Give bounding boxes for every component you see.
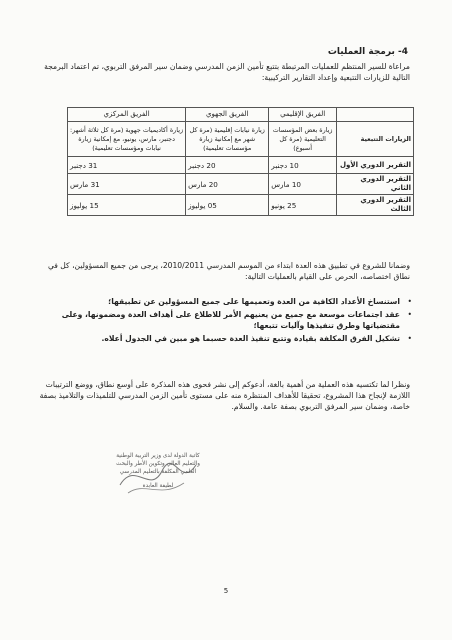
visit-provincial: زيارة بعض المؤسسات التعليمية (مرة كل أسبوع) [269, 122, 337, 157]
bullet-icon: • [407, 297, 412, 306]
visit-central: زيارة أكاديميات جهوية (مرة كل ثلاثة أشهر: دجنبر، مارس، يونيو، مع إمكانية زيارة نيابات ومؤسسات تعليمية) [68, 122, 186, 157]
column-header-provincial: الفريق الإقليمي [269, 108, 337, 122]
list-item-text: عقد اجتماعات موسعة مع جميع من يعنيهم الأمر للاطلاع على أهداف العدة ومضمونها، وعلى مقتضياتها وطرق تنفيذها وآليات تتبعها؛ [61, 310, 400, 330]
visit-regional: زيارة نيابات إقليمية (مرة كل شهر مع إمكانية زيارة مؤسسات تعليمية) [186, 122, 269, 157]
table-row [68, 157, 414, 174]
table-cell: 31 دجنبر [68, 157, 186, 174]
table-cell: 20 دجنبر [186, 157, 269, 174]
signature-stamp [110, 452, 206, 490]
table-cell: 10 دجنبر [269, 157, 337, 174]
signature-line: العلمي المكلفة بالتعليم المدرسي [119, 469, 197, 475]
list-item [40, 333, 412, 344]
table-cell: 05 يوليوز [186, 195, 269, 216]
column-header-central: الفريق المركزي [68, 108, 186, 122]
list-item [40, 296, 412, 307]
table-cell: 10 مارس [269, 174, 337, 195]
intro-paragraph: مراعاة للسير المنتظم للعمليات المرتبطة بتتبع تأمين الزمن المدرسي وضمان سير المرفق التربوي، تم اعتماد البرمجة التالية للزيارات التتبعية وإعداد التقارير التركيبية: [44, 62, 410, 82]
bullet-icon: • [407, 334, 412, 343]
closing-paragraph: ونظرا لما تكتسيه هذه العملية من أهمية بالغة، أدعوكم إلى نشر فحوى هذه المذكرة على أوسع نطاق، ووضع الترتيبات اللازمة لإنجاح هذا المشروع، تحقيقا للأهداف المنتظرة منه على مستوى تأمين الزمن المدرسي للتلميذات والتلاميذ بصفة خاصة، وضمان سير المرفق التربوي بصفة عامة. والسلام. [39, 380, 410, 411]
row-header-visits: الزيارات التتبعية [337, 122, 414, 157]
signature-line: كاتبة الدولة لدى وزير التربية الوطنية [116, 453, 200, 459]
table-row [68, 195, 414, 216]
table-row [68, 174, 414, 195]
signature-line: والتعليم العالي وتكوين الأطر والبحث [116, 461, 200, 467]
row-header-report-2: التقرير الدوري الثاني [337, 174, 414, 195]
page-number: 5 [223, 587, 229, 595]
table-cell: 31 مارس [68, 174, 186, 195]
operations-list [40, 296, 412, 346]
bullet-icon: • [407, 310, 412, 319]
table-cell: 25 يونيو [269, 195, 337, 216]
table-cell: 20 مارس [186, 174, 269, 195]
visits-schedule-table [67, 107, 414, 216]
signatory-name: لطيفة العابدة [142, 483, 174, 489]
table-row [68, 122, 414, 157]
row-header-report-1: التقرير الدوري الأول [337, 157, 414, 174]
column-header-regional: الفريق الجهوي [186, 108, 269, 122]
list-item-text: استنساخ الأعداد الكافية من العدة وتعميمها على جميع المسؤولين عن تطبيقها؛ [108, 297, 400, 306]
table-corner-cell [337, 108, 414, 122]
table-header-row [68, 108, 414, 122]
list-item [40, 309, 412, 331]
table-cell: 15 يوليوز [68, 195, 186, 216]
section-heading: 4- برمجة العمليات [327, 47, 408, 57]
list-item-text: تشكيل الفرق المكلفة بقيادة وتتبع تنفيذ العدة حسبما هو مبين في الجدول أعلاه. [101, 334, 400, 343]
second-paragraph: وضمانا للشروع في تطبيق هذه العدة ابتداء من الموسم المدرسي 2010/2011، يرجى من جميع المسؤولين، كل في نطاق اختصاصه، الحرص على القيام بالعمليات التالية: [47, 261, 410, 281]
row-header-report-3: التقرير الدوري الثالث [337, 195, 414, 216]
